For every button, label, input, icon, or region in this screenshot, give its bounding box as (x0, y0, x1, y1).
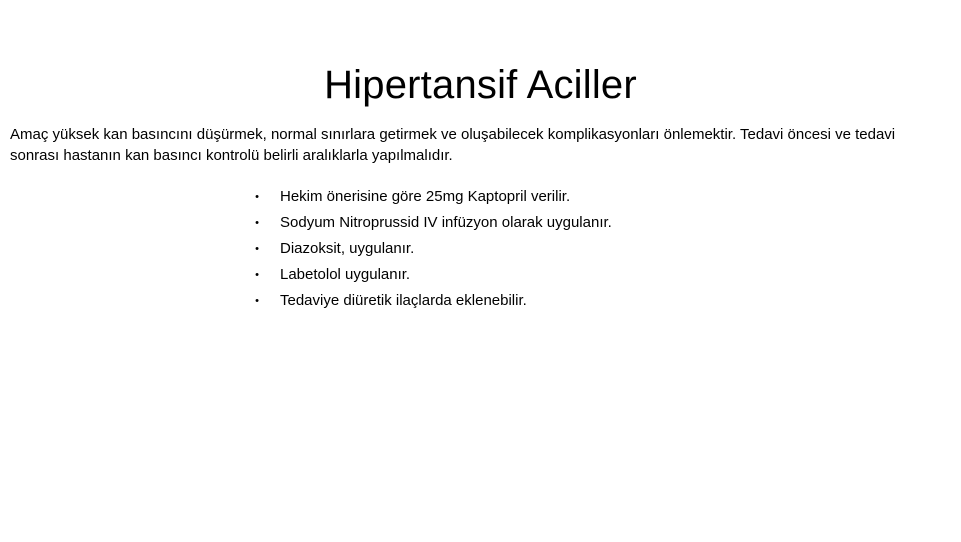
list-item (250, 236, 870, 262)
bullet-icon: • (255, 269, 259, 281)
bullet-icon: • (255, 191, 259, 203)
bullet-icon: • (255, 295, 259, 307)
list-item (250, 210, 870, 236)
list-item (250, 262, 870, 288)
bullet-text: Tedaviye diüretik ilaçlarda eklenebilir. (280, 292, 527, 309)
bullet-icon: • (255, 217, 259, 229)
bullet-icon: • (255, 243, 259, 255)
intro-paragraph: Amaç yüksek kan basıncını düşürmek, normal sınırlara getirmek ve oluşabilecek komplikasyonları önlemektir. Tedavi öncesi ve tedavi sonrası hastanın kan basıncı kontrolü belirli aralıklarla yapılmalıdır. (10, 126, 896, 164)
bullet-text: Diazoksit, uygulanır. (280, 240, 415, 257)
bullet-text: Sodyum Nitroprussid IV infüzyon olarak uygulanır. (280, 214, 612, 231)
list-item (250, 184, 870, 210)
bullet-list (250, 184, 870, 314)
bullet-text: Labetolol uygulanır. (280, 266, 411, 283)
slide-title: Hipertansif Aciller (324, 62, 637, 107)
list-item (250, 288, 870, 314)
bullet-text: Hekim önerisine göre 25mg Kaptopril verilir. (280, 188, 571, 205)
